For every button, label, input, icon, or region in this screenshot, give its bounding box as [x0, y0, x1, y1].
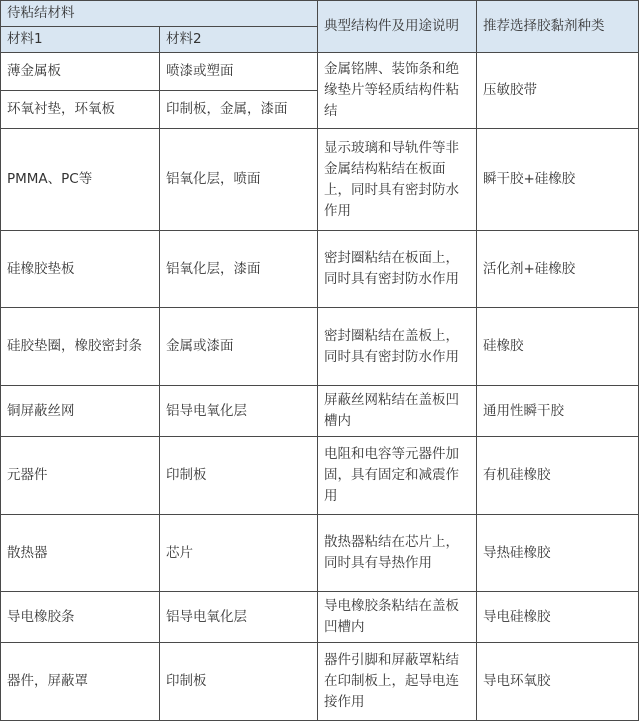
- material1-cell: 元器件: [1, 437, 160, 515]
- table-row: [1, 592, 639, 643]
- adhesive-cell: 硅橡胶: [477, 308, 639, 386]
- material2-cell: 金属或漆面: [160, 308, 318, 386]
- material2-cell: 喷漆或塑面: [160, 53, 318, 91]
- header-material2: 材料2: [160, 27, 318, 53]
- usage-cell: 屏蔽丝网粘结在盖板凹槽内: [318, 386, 477, 437]
- adhesive-cell: 导电硅橡胶: [477, 592, 639, 643]
- adhesive-cell: 导热硅橡胶: [477, 515, 639, 592]
- material2-cell: 印制板: [160, 437, 318, 515]
- table-row: [1, 129, 639, 231]
- usage-cell: 密封圈粘结在板面上，同时具有密封防水作用: [318, 231, 477, 308]
- usage-cell: 电阻和电容等元器件加固，具有固定和减震作用: [318, 437, 477, 515]
- material2-cell: 铝氧化层，喷面: [160, 129, 318, 231]
- adhesive-cell: 导电环氧胶: [477, 643, 639, 721]
- adhesive-cell: 通用性瞬干胶: [477, 386, 639, 437]
- usage-cell: 金属铭牌、装饰条和绝缘垫片等轻质结构件粘结: [318, 53, 477, 129]
- usage-cell: 散热器粘结在芯片上，同时具有导热作用: [318, 515, 477, 592]
- adhesive-cell: 压敏胶带: [477, 53, 639, 129]
- adhesive-cell: 活化剂+硅橡胶: [477, 231, 639, 308]
- material1-cell: 铜屏蔽丝网: [1, 386, 160, 437]
- header-material1: 材料1: [1, 27, 160, 53]
- usage-cell: 密封圈粘结在盖板上，同时具有密封防水作用: [318, 308, 477, 386]
- material1-cell: 薄金属板: [1, 53, 160, 91]
- header-usage: 典型结构件及用途说明: [318, 1, 477, 53]
- material1-cell: 器件，屏蔽罩: [1, 643, 160, 721]
- usage-cell: 器件引脚和屏蔽罩粘结在印制板上，起导电连接作用: [318, 643, 477, 721]
- material2-cell: 芯片: [160, 515, 318, 592]
- material2-cell: 印制板: [160, 643, 318, 721]
- material1-cell: 硅橡胶垫板: [1, 231, 160, 308]
- material2-cell: 铝导电氧化层: [160, 386, 318, 437]
- usage-cell: 导电橡胶条粘结在盖板凹槽内: [318, 592, 477, 643]
- material2-cell: 印制板，金属，漆面: [160, 91, 318, 129]
- material1-cell: PMMA、PC等: [1, 129, 160, 231]
- material1-cell: 硅胶垫圈，橡胶密封条: [1, 308, 160, 386]
- table-row: [1, 386, 639, 437]
- header-row: [1, 1, 639, 27]
- material1-cell: 导电橡胶条: [1, 592, 160, 643]
- table-row: [1, 308, 639, 386]
- table-row: [1, 53, 639, 91]
- material2-cell: 铝氧化层，漆面: [160, 231, 318, 308]
- table-row: [1, 643, 639, 721]
- table-row: [1, 437, 639, 515]
- material1-cell: 散热器: [1, 515, 160, 592]
- table-row: [1, 515, 639, 592]
- header-adhesive: 推荐选择胶黏剂种类: [477, 1, 639, 53]
- material1-cell: 环氧衬垫，环氧板: [1, 91, 160, 129]
- table-row: [1, 231, 639, 308]
- material2-cell: 铝导电氧化层: [160, 592, 318, 643]
- usage-cell: 显示玻璃和导轨件等非金属结构粘结在板面上，同时具有密封防水作用: [318, 129, 477, 231]
- adhesive-cell: 瞬干胶+硅橡胶: [477, 129, 639, 231]
- adhesive-cell: 有机硅橡胶: [477, 437, 639, 515]
- header-materials-group: 待粘结材料: [1, 1, 318, 27]
